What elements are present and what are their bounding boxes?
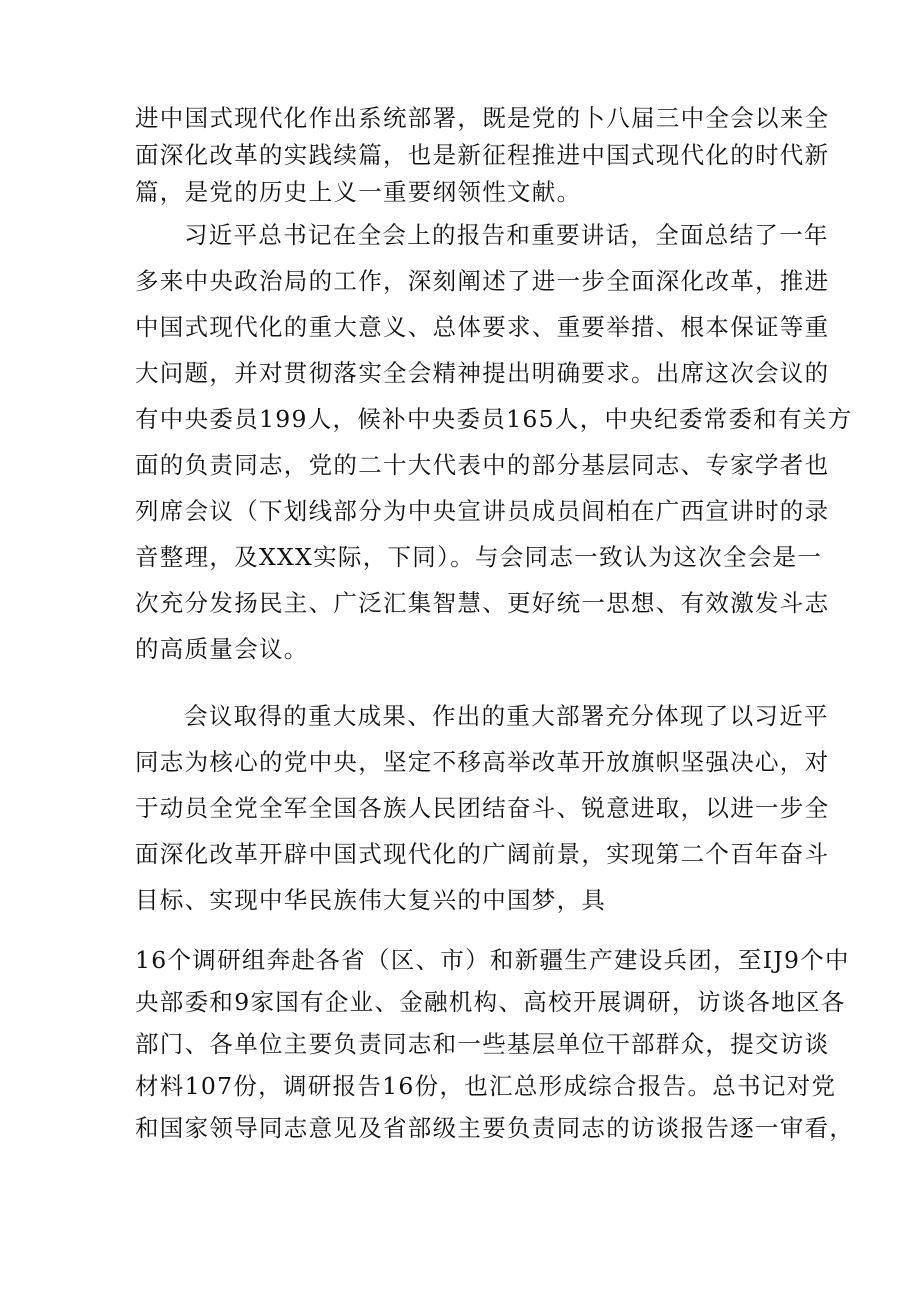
text-line: 于动员全党全军全国各族人民团结奋斗、锐意进取，以进一步全 <box>135 794 830 822</box>
text-line: 音整理，及XXX实际，下同）。与会同志一致认为这次全会是一 <box>135 543 823 571</box>
text-line: 进中国式现代化作出系统部署，既是党的卜八届三中全会以来全 <box>135 104 830 132</box>
text-line: 面深化改革的实践续篇，也是新征程推进中国式现代化的时代新 <box>135 141 830 169</box>
paragraph-1 <box>135 100 829 211</box>
paragraph-2 <box>135 212 853 672</box>
paragraph-4 <box>135 939 854 1149</box>
text-line: 中国式现代化的重大意义、总体要求、重要举措、根本保证等重 <box>135 313 830 341</box>
text-line: 大问题，并对贯彻落实全会精神提出明确要求。出席这次会议的 <box>135 359 830 387</box>
text-line: 部门、各单位主要负责同志和一些基层单位干部群众，提交访谈 <box>135 1030 830 1058</box>
paragraph-3 <box>135 693 829 923</box>
text-line: 的高质量会议。 <box>135 635 309 663</box>
text-line: 面深化改革开辟中国式现代化的广阔前景，实现第二个百年奋斗 <box>135 840 830 868</box>
text-line: 列席会议（下划线部分为中央宣讲员成员闾柏在广西宣讲时的录 <box>135 497 830 525</box>
text-line: 面的负责同志，党的二十大代表中的部分基层同志、专家学者也 <box>135 451 830 479</box>
text-line: 习近平总书记在全会上的报告和重要讲话，全面总结了一年 <box>184 221 829 249</box>
text-line: 多来中央政治局的工作，深刻阐述了进一步全面深化改革，推进 <box>135 267 830 295</box>
text-line: 有中央委员199人，候补中央委员165人，中央纪委常委和有关方 <box>135 405 853 433</box>
text-line: 材料107份，调研报告16份，也汇总形成综合报告。总书记对党 <box>135 1072 837 1100</box>
text-line: 16个调研组奔赴各省（区、市）和新疆生产建设兵团，至IJ9个中 <box>135 946 850 974</box>
text-line: 篇，是党的历史上义一重要纲领性文献。 <box>135 178 582 206</box>
text-line: 同志为核心的党中央，坚定不移高举改革开放旗帜坚强决心，对 <box>135 748 830 776</box>
text-line: 目标、实现中华民族伟大复兴的中国梦，具 <box>135 886 607 914</box>
text-line: 央部委和9家国有企业、金融机构、高校开展调研，访谈各地区各 <box>135 988 846 1016</box>
text-line: 次充分发扬民主、广泛汇集智慧、更好统一思想、有效激发斗志 <box>135 589 830 617</box>
text-line: 和国家领导同志意见及省部级主要负责同志的访谈报告逐一审看， <box>135 1114 855 1142</box>
text-line: 会议取得的重大成果、作出的重大部署充分体现了以习近平 <box>184 702 829 730</box>
